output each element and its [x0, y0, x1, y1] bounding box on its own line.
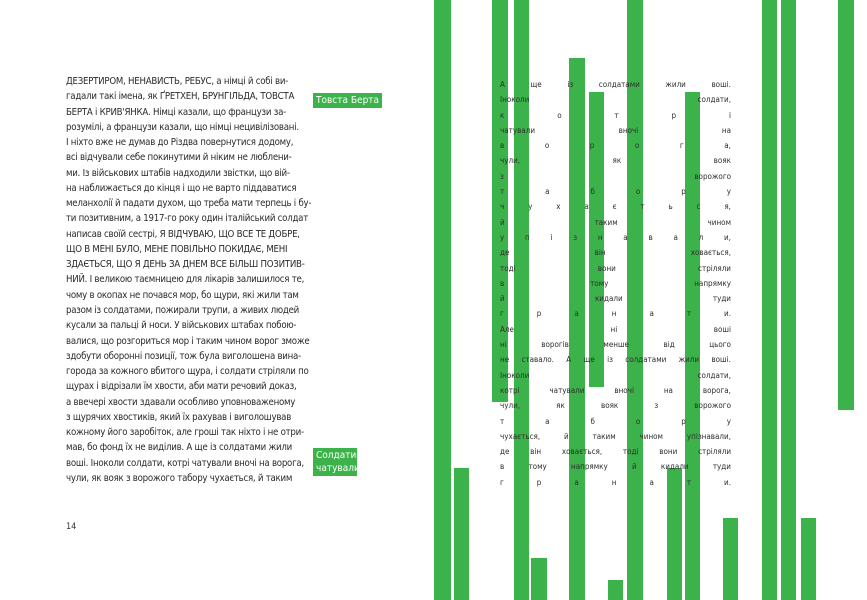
poem-word: А	[566, 355, 572, 365]
green-bar	[781, 0, 796, 600]
body-text-line: ДЕЗЕРТИРОМ, НЕНАВИСТЬ, РЕБУС, а німці й собі ви-	[66, 76, 289, 87]
poem-word: тоді	[500, 263, 516, 273]
poem-word: вночі	[618, 125, 639, 135]
poem-word: р	[589, 141, 595, 151]
body-text-line: розумілі, а французи казали, що німці нецивілізовані.	[66, 121, 299, 133]
body-text-line: ми. Із військових штабів надходили звістки, що вій-	[66, 167, 290, 179]
poem-word: солдатами	[625, 355, 667, 365]
left-page	[0, 0, 433, 600]
poem-word: в	[500, 462, 505, 472]
green-bar	[434, 0, 451, 600]
poem-line	[500, 77, 731, 92]
body-text-line: І ніхто вже не думав до Різдва повернутися додому,	[66, 137, 294, 149]
green-bar	[838, 0, 854, 410]
poem-word: на	[721, 125, 731, 135]
poem-line	[500, 475, 731, 490]
poem-word: и.	[724, 309, 731, 319]
body-text-line: всі відчували себе покинутими й ніким не люблени-	[66, 152, 292, 164]
poem-word: ворожого	[694, 401, 731, 411]
poem-word: з	[573, 232, 578, 242]
poem-word: р	[536, 477, 542, 487]
poem-word: о	[635, 416, 641, 426]
green-bar	[454, 468, 469, 600]
poem-word: л	[698, 232, 704, 242]
poem-word: туди	[712, 462, 731, 472]
poem-word: т	[614, 110, 619, 120]
poem-word: и.	[724, 477, 731, 487]
poem-word: а	[584, 202, 589, 212]
poem-word: воші	[713, 324, 731, 334]
body-text-line: ти позитивним, а 1917-го року один італійський солдат	[66, 213, 308, 225]
body-text-line: написав своїй сестрі, Я ВІДЧУВАЮ, ЩО ВСЕ ТЕ ДОБРЕ,	[66, 228, 300, 240]
poem-word: солдатами	[598, 80, 640, 89]
poem-word: із	[607, 355, 613, 365]
body-text-line: города за кожного вбитого щура, і солдати стріляли по	[66, 366, 309, 378]
poem-word: він	[594, 248, 606, 258]
margin-tag-soldaty-chatuvaly: Солдати чатували	[313, 448, 357, 476]
poem-line	[500, 230, 731, 245]
body-text-line: чули, як вояк з ворожого табору чухається, й таким	[66, 472, 293, 484]
poem-word: де	[500, 447, 510, 457]
poem-word: воші.	[711, 80, 731, 89]
poem-line	[500, 261, 731, 276]
poem-word: ні	[500, 340, 507, 350]
poem-word: а	[649, 477, 654, 487]
poem-word: солдати,	[697, 95, 731, 105]
poem-line	[500, 245, 731, 260]
body-text-line: на наближається до кінця і що не варто піддаватися	[66, 182, 297, 194]
poem-word: ь	[668, 202, 673, 212]
poem-word: таким	[592, 431, 616, 441]
poem-word: а	[574, 309, 579, 319]
poem-word: в	[500, 141, 505, 151]
poem-word: Іноколи	[500, 370, 530, 380]
poem-word: ч	[500, 202, 505, 212]
poem-word: т	[686, 309, 692, 319]
poem-word: в	[500, 278, 505, 288]
poem-word: де	[500, 248, 510, 258]
poem-word: о	[557, 110, 562, 120]
poem-word: а	[574, 477, 579, 487]
body-text-line: валися, що розгориться мор і таким чином ворог зможе	[66, 335, 310, 347]
poem-word: и,	[723, 232, 731, 242]
body-text-line: кусали за пальці й носи. У військових штабах побою-	[66, 320, 297, 332]
poem-word: р	[536, 309, 542, 319]
poem-word: на	[663, 385, 673, 395]
poem-word: с	[696, 202, 701, 212]
poem-word: таким	[594, 217, 618, 227]
poem-word: б	[590, 416, 595, 426]
poem-word: стріляли	[698, 263, 731, 273]
poem-word: кидали	[594, 294, 623, 304]
poem-word: чули,	[500, 156, 521, 166]
poem-word: вночі	[614, 385, 634, 395]
poem-word: н	[611, 309, 617, 319]
green-bar	[608, 580, 623, 600]
poem-word: як	[556, 401, 565, 411]
poem-line	[500, 215, 731, 230]
poem-word: упізнавали,	[686, 431, 731, 441]
poem-word: а	[545, 187, 550, 197]
poem-word: воші.	[711, 355, 731, 365]
poem-text	[500, 77, 731, 490]
poem-word: від	[663, 340, 675, 350]
body-text-line: воші. Іноколи солдати, котрі чатували вночі на ворога,	[66, 457, 304, 469]
body-text-line: ЗДАЄТЬСЯ, ЩО Я ДЕНЬ ЗА ДНЕМ ВСЕ БІЛЬШ ПОЗИТИВ-	[66, 259, 305, 271]
poem-line	[500, 429, 731, 444]
poem-word: т	[500, 416, 505, 426]
poem-word: А	[500, 80, 505, 89]
poem-line	[500, 337, 731, 352]
poem-word: я,	[724, 202, 731, 212]
poem-word: тому	[590, 278, 609, 288]
poem-line	[500, 291, 731, 306]
poem-word: вояк	[600, 401, 619, 411]
poem-word: у	[726, 187, 731, 197]
poem-line	[500, 108, 731, 123]
poem-word: б	[590, 187, 595, 197]
poem-word: не	[500, 355, 510, 365]
poem-word: з	[654, 401, 659, 411]
poem-word: ні	[610, 324, 618, 334]
body-text-line: кожному його заробіток, але гроші так ніхто і не отри-	[66, 427, 304, 439]
poem-word: ще	[583, 355, 595, 365]
poem-word: чатували	[549, 385, 585, 395]
green-bar	[762, 0, 777, 600]
poem-line	[500, 123, 731, 138]
poem-word: о	[635, 187, 641, 197]
poem-line	[500, 383, 731, 398]
poem-word: т	[686, 477, 692, 487]
poem-line	[500, 306, 731, 321]
poem-word: у	[528, 202, 533, 212]
body-text-line: а ввечері хвости здавали особливо уповноваженому	[66, 396, 296, 408]
poem-word: чином	[639, 431, 663, 441]
poem-word: а	[545, 416, 550, 426]
poem-word: й	[632, 462, 637, 472]
poem-word: і	[550, 232, 553, 242]
poem-line	[500, 368, 731, 383]
poem-word: ховається,	[690, 248, 731, 258]
page-number: 14	[66, 522, 77, 532]
poem-word: н	[597, 232, 603, 242]
poem-word: стріляли	[698, 447, 731, 457]
body-text-line: НИЙ. І великою таємницею для лікарів залишилося те,	[66, 274, 305, 286]
poem-word: чухається,	[500, 431, 541, 441]
poem-line	[500, 276, 731, 291]
poem-line	[500, 398, 731, 413]
poem-word: жили	[678, 355, 700, 365]
poem-line	[500, 92, 731, 107]
poem-word: чатували	[500, 125, 536, 135]
poem-word: р	[681, 187, 686, 197]
poem-word: й	[500, 217, 505, 227]
poem-word: о	[634, 141, 640, 151]
green-bar	[531, 558, 547, 600]
poem-word: Але	[500, 324, 514, 334]
poem-word: чином	[707, 217, 731, 227]
poem-line	[500, 459, 731, 474]
poem-word: а	[673, 232, 678, 242]
poem-word: як	[612, 156, 622, 166]
body-text-line: здобути оборонні позиції, тож була виголошена вина-	[66, 350, 301, 362]
poem-word: г	[500, 477, 504, 487]
poem-word: з	[500, 171, 504, 181]
poem-word: ставало.	[521, 355, 554, 365]
poem-word: напрямку	[694, 278, 731, 288]
body-text-line: гадали такі імена, як ҐРЕТХЕН, БРУНГІЛЬДА, ТОВСТА	[66, 91, 295, 103]
poem-word: менше	[603, 340, 629, 350]
poem-word: а,	[724, 141, 731, 151]
poem-word: кидали	[660, 462, 689, 472]
body-text-line: мав, бо фонд їх не виділив. А ще із солдатами жили	[66, 442, 292, 454]
poem-word: є	[612, 202, 617, 212]
poem-word: п	[525, 232, 530, 242]
poem-word: і	[728, 110, 731, 120]
poem-word: й	[500, 294, 505, 304]
poem-word: а	[649, 309, 654, 319]
poem-line	[500, 322, 731, 337]
poem-word: х	[556, 202, 561, 212]
poem-word: г	[500, 309, 504, 319]
poem-word: він	[530, 447, 542, 457]
poem-line	[500, 414, 731, 429]
poem-word: напрямку	[571, 462, 608, 472]
poem-word: р	[671, 110, 677, 120]
margin-tag-tovsta-berta: Товста Берта	[313, 93, 382, 108]
poem-word: вояк	[713, 156, 731, 166]
poem-line	[500, 444, 731, 459]
poem-line	[500, 138, 731, 153]
poem-word: котрі	[500, 385, 520, 395]
body-text-line: з щурячих хвостиків, який їх рахував і виголошував	[66, 411, 292, 423]
body-text-line: меланхолії й падати духом, що треба мати терпець і бу-	[66, 198, 312, 210]
poem-word: у	[500, 232, 505, 242]
poem-word: т	[640, 202, 645, 212]
poem-word: в	[648, 232, 653, 242]
poem-word: ворога,	[702, 385, 731, 395]
body-text-line: чому в окопах не почався мор, бо щури, які жили там	[66, 289, 299, 301]
poem-word: із	[567, 80, 574, 89]
poem-word: ворогів	[541, 340, 569, 350]
poem-word: жили	[665, 80, 686, 89]
poem-word: вони	[659, 447, 678, 457]
poem-word: ховається,	[561, 447, 603, 457]
poem-word: т	[500, 187, 505, 197]
poem-word: туди	[712, 294, 731, 304]
poem-line	[500, 184, 731, 199]
poem-word: н	[611, 477, 617, 487]
poem-word: о	[544, 141, 550, 151]
poem-line	[500, 169, 731, 184]
poem-word: Іноколи	[500, 95, 530, 105]
body-text-line: щурах і відрізали їм хвости, аби мати речовий доказ,	[66, 381, 297, 393]
poem-word: тому	[528, 462, 547, 472]
poem-word: солдати,	[697, 370, 731, 380]
poem-word: ще	[530, 80, 542, 89]
poem-word: а	[623, 232, 628, 242]
poem-word: тоді	[622, 447, 639, 457]
poem-word: вони	[597, 263, 616, 273]
poem-word: г	[679, 141, 684, 151]
poem-word: к	[500, 110, 505, 120]
poem-word: ворожого	[694, 171, 731, 181]
body-text-line: БЕРТА і КРИВ'ЯНКА. Німці казали, що французи за-	[66, 106, 286, 118]
poem-word: й	[564, 431, 569, 441]
body-text-line: разом із солдатами, пожирали трупи, а живих людей	[66, 304, 299, 316]
poem-word: у	[726, 416, 731, 426]
poem-word: р	[681, 416, 686, 426]
poem-word: цього	[709, 340, 731, 350]
body-text	[66, 74, 312, 486]
poem-line	[500, 153, 731, 168]
poem-line	[500, 352, 731, 367]
green-bar	[723, 518, 738, 600]
poem-word: чули,	[500, 401, 521, 411]
body-text-line: ЩО В МЕНІ БУЛО, МЕНЕ ПОВІЛЬНО ПОКИДАЄ, МЕНІ	[66, 243, 288, 255]
green-bar	[801, 518, 816, 600]
poem-line	[500, 199, 731, 214]
